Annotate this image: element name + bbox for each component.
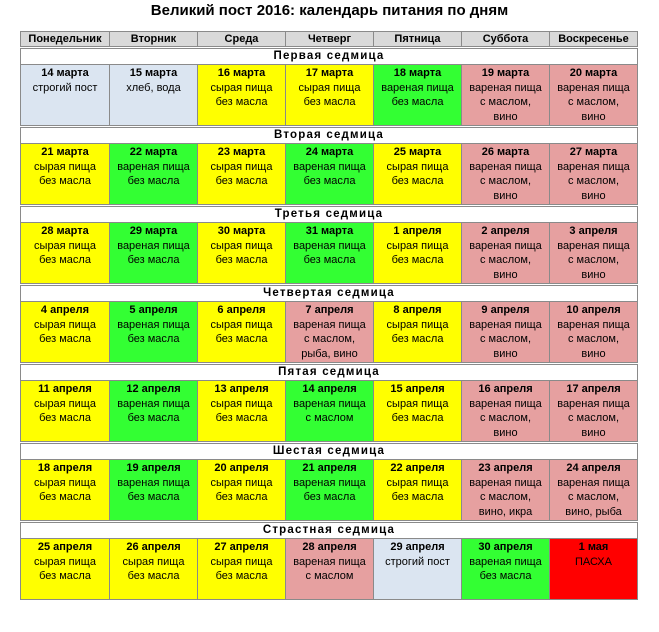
week-header-row bbox=[21, 444, 638, 460]
day-date: 2 апреля bbox=[481, 225, 530, 237]
day-food: вареная пища с маслом, вино bbox=[469, 239, 542, 281]
day-food: вареная пища без масла bbox=[117, 160, 190, 187]
day-cell bbox=[462, 381, 550, 442]
day-cell bbox=[550, 539, 638, 600]
day-food: вареная пища с маслом, вино, икра bbox=[469, 476, 542, 518]
day-food: сырая пища без масла bbox=[210, 476, 273, 503]
day-date: 22 марта bbox=[129, 146, 178, 158]
day-date: 14 апреля bbox=[302, 383, 357, 395]
day-date: 23 апреля bbox=[478, 462, 533, 474]
day-date: 20 апреля bbox=[214, 462, 269, 474]
day-food: вареная пища с маслом, вино bbox=[469, 81, 542, 123]
day-food: вареная пища без масла bbox=[381, 81, 454, 108]
day-cell bbox=[110, 65, 198, 126]
header-monday: Понедельник bbox=[21, 32, 110, 47]
day-cell bbox=[374, 460, 462, 521]
day-food: строгий пост bbox=[385, 555, 450, 568]
day-cell bbox=[21, 381, 110, 442]
day-food: сырая пища без масла bbox=[210, 397, 273, 424]
day-food: вареная пища без масла bbox=[293, 160, 366, 187]
day-food: сырая пища без масла bbox=[386, 239, 449, 266]
day-date: 1 мая bbox=[578, 541, 609, 553]
day-date: 3 апреля bbox=[569, 225, 618, 237]
day-date: 18 марта bbox=[393, 67, 442, 79]
day-food: сырая пища без масла bbox=[386, 318, 449, 345]
day-food: вареная пища с маслом, вино, рыба bbox=[557, 476, 630, 518]
day-food: вареная пища без масла bbox=[117, 239, 190, 266]
day-cell bbox=[21, 223, 110, 284]
day-date: 30 апреля bbox=[478, 541, 533, 553]
day-food: вареная пища с маслом bbox=[293, 397, 366, 424]
day-food: строгий пост bbox=[32, 81, 98, 94]
day-date: 23 марта bbox=[217, 146, 266, 158]
day-cell bbox=[550, 65, 638, 126]
day-date: 29 марта bbox=[129, 225, 178, 237]
week-title: Вторая седмица bbox=[21, 128, 638, 144]
day-date: 8 апреля bbox=[393, 304, 442, 316]
day-food: сырая пища без масла bbox=[34, 555, 96, 582]
day-cell bbox=[198, 302, 286, 363]
day-food: сырая пища без масла bbox=[386, 397, 449, 424]
day-food: вареная пища без масла bbox=[117, 397, 190, 424]
day-cell bbox=[198, 223, 286, 284]
day-date: 14 марта bbox=[41, 67, 89, 79]
day-cell bbox=[110, 144, 198, 205]
day-cell bbox=[286, 65, 374, 126]
day-cell bbox=[550, 381, 638, 442]
day-cell bbox=[110, 223, 198, 284]
day-date: 21 апреля bbox=[302, 462, 357, 474]
week-days-row bbox=[21, 144, 638, 205]
day-cell bbox=[21, 144, 110, 205]
day-cell bbox=[550, 302, 638, 363]
day-cell bbox=[374, 144, 462, 205]
day-cell bbox=[462, 302, 550, 363]
day-date: 26 апреля bbox=[126, 541, 181, 553]
week-days-row bbox=[21, 302, 638, 363]
day-cell bbox=[286, 302, 374, 363]
day-date: 26 марта bbox=[481, 146, 530, 158]
day-food: сырая пища без масла bbox=[210, 555, 273, 582]
week-header-row bbox=[21, 365, 638, 381]
day-date: 13 апреля bbox=[214, 383, 269, 395]
day-cell bbox=[198, 381, 286, 442]
day-date: 7 апреля bbox=[305, 304, 354, 316]
day-food: вареная пища с маслом, вино bbox=[557, 318, 630, 360]
day-cell bbox=[21, 460, 110, 521]
day-date: 27 марта bbox=[569, 146, 618, 158]
day-food: вареная пища без масла bbox=[293, 239, 366, 266]
day-food: сырая пища без масла bbox=[210, 239, 273, 266]
day-date: 12 апреля bbox=[126, 383, 181, 395]
day-date: 19 апреля bbox=[126, 462, 181, 474]
day-food: вареная пища с маслом, вино bbox=[469, 160, 542, 202]
day-date: 24 апреля bbox=[566, 462, 621, 474]
week-header-row bbox=[21, 128, 638, 144]
day-cell bbox=[110, 539, 198, 600]
day-food: вареная пища без масла bbox=[293, 476, 366, 503]
week-days-row bbox=[21, 381, 638, 442]
day-date: 25 марта bbox=[393, 146, 442, 158]
day-date: 15 апреля bbox=[390, 383, 445, 395]
day-cell bbox=[550, 460, 638, 521]
day-date: 25 апреля bbox=[37, 541, 93, 553]
day-cell bbox=[198, 144, 286, 205]
day-food: сырая пища без масла bbox=[34, 476, 96, 503]
day-food: вареная пища с маслом, вино bbox=[469, 397, 542, 439]
day-cell bbox=[550, 223, 638, 284]
day-date: 29 апреля bbox=[390, 541, 445, 553]
day-food: вареная пища с маслом, вино bbox=[557, 239, 630, 281]
header-tuesday: Вторник bbox=[110, 32, 198, 47]
day-date: 19 марта bbox=[481, 67, 530, 79]
day-food: вареная пища с маслом, рыба, вино bbox=[293, 318, 366, 360]
day-cell bbox=[286, 381, 374, 442]
day-date: 24 марта bbox=[305, 146, 354, 158]
day-cell bbox=[462, 539, 550, 600]
week-days-row bbox=[21, 460, 638, 521]
day-food: вареная пища без масла bbox=[117, 318, 190, 345]
day-cell bbox=[374, 302, 462, 363]
week-header-row bbox=[21, 49, 638, 65]
day-cell bbox=[198, 65, 286, 126]
day-cell bbox=[374, 223, 462, 284]
week-title: Шестая седмица bbox=[21, 444, 638, 460]
day-cell bbox=[286, 144, 374, 205]
day-date: 16 апреля bbox=[478, 383, 533, 395]
day-cell bbox=[374, 539, 462, 600]
header-sunday: Воскресенье bbox=[550, 32, 638, 47]
day-food: сырая пища без масла bbox=[122, 555, 185, 582]
weeks-body bbox=[21, 47, 638, 600]
day-date: 27 апреля bbox=[214, 541, 269, 553]
day-cell bbox=[21, 65, 110, 126]
day-food: сырая пища без масла bbox=[34, 160, 96, 187]
header-friday: Пятница bbox=[374, 32, 462, 47]
day-food: ПАСХА bbox=[574, 555, 612, 568]
day-food: вареная пища без масла bbox=[469, 555, 542, 582]
week-title: Четвертая седмица bbox=[21, 286, 638, 302]
day-date: 9 апреля bbox=[481, 304, 530, 316]
day-date: 30 марта bbox=[217, 225, 266, 237]
day-date: 18 апреля bbox=[37, 462, 93, 474]
day-food: сырая пища без масла bbox=[34, 397, 96, 424]
day-food: сырая пища без масла bbox=[210, 318, 273, 345]
day-cell bbox=[110, 302, 198, 363]
day-food: сырая пища без масла bbox=[34, 318, 96, 345]
week-title: Пятая седмица bbox=[21, 365, 638, 381]
day-date: 17 марта bbox=[305, 67, 354, 79]
day-date: 1 апреля bbox=[393, 225, 442, 237]
day-cell bbox=[286, 223, 374, 284]
day-cell bbox=[462, 65, 550, 126]
week-title: Третья седмица bbox=[21, 207, 638, 223]
lent-calendar-table bbox=[20, 31, 638, 600]
day-date: 31 марта bbox=[305, 225, 354, 237]
day-date: 28 апреля bbox=[302, 541, 357, 553]
day-food: вареная пища с маслом, вино bbox=[557, 397, 630, 439]
week-days-row bbox=[21, 223, 638, 284]
day-cell bbox=[374, 65, 462, 126]
day-date: 15 марта bbox=[129, 67, 178, 79]
day-cell bbox=[110, 460, 198, 521]
day-cell bbox=[462, 223, 550, 284]
day-cell bbox=[550, 144, 638, 205]
week-days-row bbox=[21, 539, 638, 600]
day-food: сырая пища без масла bbox=[386, 160, 449, 187]
day-date: 28 марта bbox=[41, 225, 89, 237]
day-food: хлеб, вода bbox=[126, 81, 181, 94]
day-date: 6 апреля bbox=[217, 304, 266, 316]
day-food: сырая пища без масла bbox=[34, 239, 96, 266]
week-header-row bbox=[21, 523, 638, 539]
day-date: 11 апреля bbox=[38, 383, 92, 395]
week-title: Первая седмица bbox=[21, 49, 638, 65]
day-food: вареная пища с маслом, вино bbox=[557, 160, 630, 202]
day-cell bbox=[462, 460, 550, 521]
day-date: 17 апреля bbox=[566, 383, 621, 395]
day-date: 5 апреля bbox=[129, 304, 178, 316]
day-food: сырая пища без масла bbox=[298, 81, 361, 108]
day-food: сырая пища без масла bbox=[386, 476, 449, 503]
day-cell bbox=[110, 381, 198, 442]
day-cell bbox=[198, 539, 286, 600]
day-date: 4 апреля bbox=[40, 304, 90, 316]
week-header-row bbox=[21, 286, 638, 302]
week-days-row bbox=[21, 65, 638, 126]
day-date: 20 марта bbox=[569, 67, 618, 79]
day-food: вареная пища с маслом, вино bbox=[557, 81, 630, 123]
day-food: вареная пища с маслом, вино bbox=[469, 318, 542, 360]
day-date: 10 апреля bbox=[566, 304, 621, 316]
page-title: Великий пост 2016: календарь питания по дням bbox=[150, 2, 509, 19]
week-title: Страстная седмица bbox=[21, 523, 638, 539]
day-date: 21 марта bbox=[41, 146, 89, 158]
week-header-row bbox=[21, 207, 638, 223]
day-cell bbox=[462, 144, 550, 205]
day-food: вареная пища с маслом bbox=[293, 555, 366, 582]
day-cell bbox=[286, 460, 374, 521]
day-food: сырая пища без масла bbox=[210, 81, 273, 108]
day-cell bbox=[198, 460, 286, 521]
day-food: сырая пища без масла bbox=[210, 160, 273, 187]
day-date: 16 марта bbox=[217, 67, 266, 79]
day-cell bbox=[374, 381, 462, 442]
day-date: 22 апреля bbox=[390, 462, 445, 474]
day-cell bbox=[286, 539, 374, 600]
header-wednesday: Среда bbox=[198, 32, 286, 47]
header-saturday: Суббота bbox=[462, 32, 550, 47]
day-cell bbox=[21, 539, 110, 600]
day-food: вареная пища без масла bbox=[117, 476, 190, 503]
header-row bbox=[21, 32, 638, 47]
day-cell bbox=[21, 302, 110, 363]
header-thursday: Четверг bbox=[286, 32, 374, 47]
